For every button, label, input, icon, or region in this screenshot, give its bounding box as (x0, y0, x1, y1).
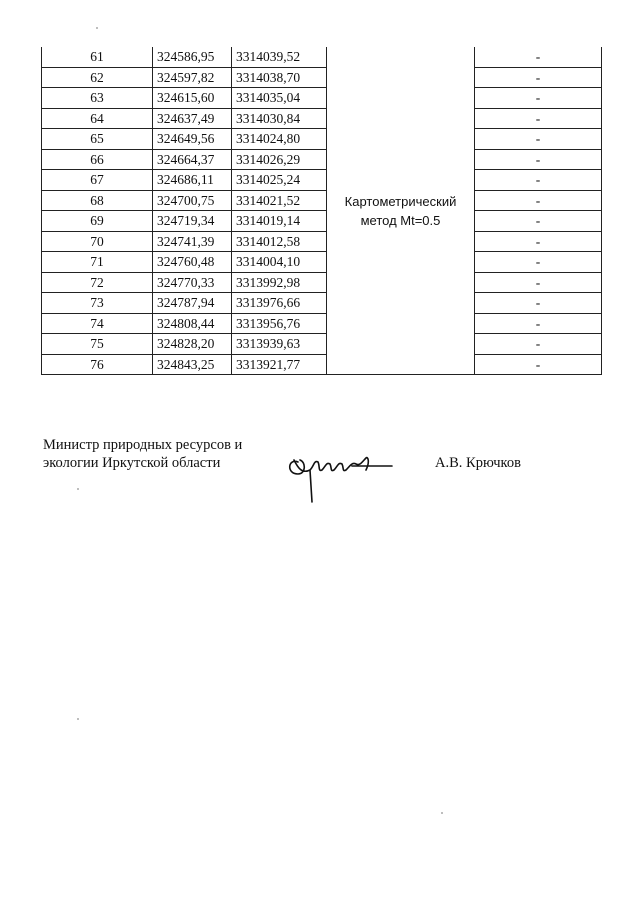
method-cell (327, 47, 475, 375)
table-row (42, 170, 602, 191)
signatory-name: А.В. Крючков (435, 455, 521, 471)
point-number-cell: 73 (42, 293, 153, 314)
point-number-cell: 63 (42, 88, 153, 109)
x-coordinate-cell: 324787,94 (153, 293, 232, 314)
y-coordinate-cell: 3314039,52 (232, 47, 327, 67)
y-coordinate-cell: 3313976,66 (232, 293, 327, 314)
x-coordinate-cell: 324760,48 (153, 252, 232, 273)
point-number-cell: 76 (42, 354, 153, 375)
x-coordinate-cell: 324808,44 (153, 313, 232, 334)
y-coordinate-cell: 3314026,29 (232, 149, 327, 170)
point-number-cell: 64 (42, 108, 153, 129)
x-coordinate-cell: 324700,75 (153, 190, 232, 211)
table-row (42, 108, 602, 129)
y-coordinate-cell: 3313921,77 (232, 354, 327, 375)
accuracy-value-cell: - (475, 231, 602, 252)
accuracy-value-cell: - (475, 149, 602, 170)
accuracy-value-cell: - (475, 170, 602, 191)
y-coordinate-cell: 3314021,52 (232, 190, 327, 211)
table-row (42, 293, 602, 314)
point-number-cell: 70 (42, 231, 153, 252)
coordinates-table-body (42, 47, 602, 375)
table-row (42, 67, 602, 88)
signatory-title (43, 436, 242, 472)
method-line-1: Картометрический (344, 193, 457, 209)
y-coordinate-cell: 3314019,14 (232, 211, 327, 232)
y-coordinate-cell: 3314025,24 (232, 170, 327, 191)
table-row (42, 334, 602, 355)
x-coordinate-cell: 324741,39 (153, 231, 232, 252)
table-row (42, 88, 602, 109)
y-coordinate-cell: 3314030,84 (232, 108, 327, 129)
y-coordinate-cell: 3313992,98 (232, 272, 327, 293)
y-coordinate-cell: 3314004,10 (232, 252, 327, 273)
table-row (42, 211, 602, 232)
table-row (42, 47, 602, 67)
point-number-cell: 74 (42, 313, 153, 334)
table-row (42, 252, 602, 273)
y-coordinate-cell: 3313939,63 (232, 334, 327, 355)
point-number-cell: 61 (42, 47, 153, 67)
handwritten-signature (280, 440, 400, 505)
table-row (42, 231, 602, 252)
point-number-cell: 67 (42, 170, 153, 191)
point-number-cell: 71 (42, 252, 153, 273)
scan-speck (77, 488, 79, 490)
point-number-cell: 68 (42, 190, 153, 211)
y-coordinate-cell: 3314012,58 (232, 231, 327, 252)
accuracy-value-cell: - (475, 334, 602, 355)
point-number-cell: 72 (42, 272, 153, 293)
coordinates-table (41, 47, 602, 375)
table-row (42, 190, 602, 211)
accuracy-value-cell: - (475, 67, 602, 88)
x-coordinate-cell: 324586,95 (153, 47, 232, 67)
accuracy-value-cell: - (475, 354, 602, 375)
point-number-cell: 66 (42, 149, 153, 170)
y-coordinate-cell: 3314024,80 (232, 129, 327, 150)
table-row (42, 272, 602, 293)
table-row (42, 354, 602, 375)
accuracy-value-cell: - (475, 190, 602, 211)
scan-speck (441, 812, 443, 814)
accuracy-value-cell: - (475, 88, 602, 109)
x-coordinate-cell: 324686,11 (153, 170, 232, 191)
scan-speck (96, 27, 98, 29)
table-row (42, 149, 602, 170)
point-number-cell: 62 (42, 67, 153, 88)
table-row (42, 313, 602, 334)
y-coordinate-cell: 3314035,04 (232, 88, 327, 109)
accuracy-value-cell: - (475, 47, 602, 67)
accuracy-value-cell: - (475, 129, 602, 150)
point-number-cell: 69 (42, 211, 153, 232)
method-line-2: метод Mt=0.5 (360, 212, 441, 228)
accuracy-value-cell: - (475, 252, 602, 273)
x-coordinate-cell: 324597,82 (153, 67, 232, 88)
x-coordinate-cell: 324843,25 (153, 354, 232, 375)
signatory-title-line-2: экологии Иркутской области (43, 455, 221, 471)
point-number-cell: 75 (42, 334, 153, 355)
accuracy-value-cell: - (475, 293, 602, 314)
x-coordinate-cell: 324615,60 (153, 88, 232, 109)
x-coordinate-cell: 324719,34 (153, 211, 232, 232)
x-coordinate-cell: 324828,20 (153, 334, 232, 355)
scan-speck (77, 718, 79, 720)
accuracy-value-cell: - (475, 211, 602, 232)
x-coordinate-cell: 324637,49 (153, 108, 232, 129)
accuracy-value-cell: - (475, 313, 602, 334)
x-coordinate-cell: 324649,56 (153, 129, 232, 150)
y-coordinate-cell: 3313956,76 (232, 313, 327, 334)
signatory-title-line-1: Министр природных ресурсов и (43, 437, 243, 453)
x-coordinate-cell: 324770,33 (153, 272, 232, 293)
y-coordinate-cell: 3314038,70 (232, 67, 327, 88)
x-coordinate-cell: 324664,37 (153, 149, 232, 170)
point-number-cell: 65 (42, 129, 153, 150)
accuracy-value-cell: - (475, 272, 602, 293)
accuracy-value-cell: - (475, 108, 602, 129)
table-row (42, 129, 602, 150)
